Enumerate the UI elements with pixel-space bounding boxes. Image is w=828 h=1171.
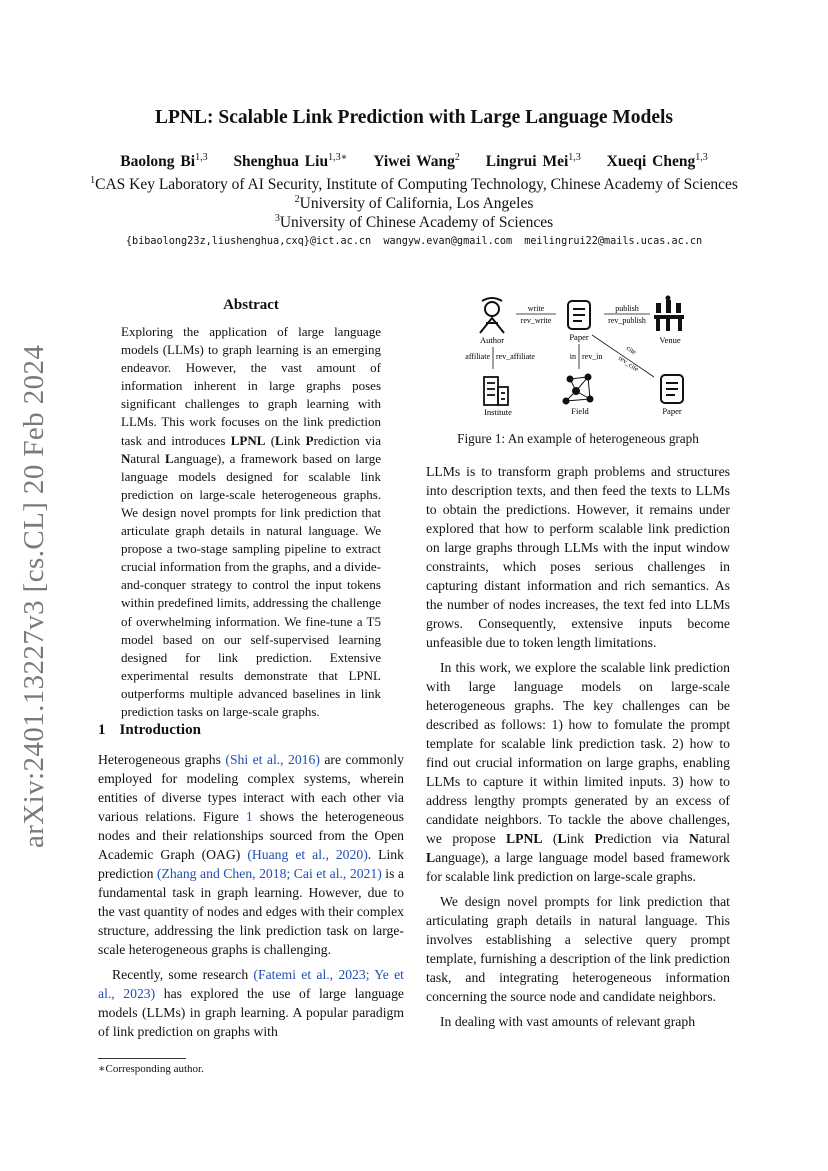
- citation-link[interactable]: (Shi et al., 2016): [225, 752, 320, 767]
- paragraph: Heterogeneous graphs (Shi et al., 2016) are commonly employed for modeling complex systems, wherein entities of diverse types interact with each other via various relations. Figure 1 shows the heterogeneous nodes and their relationships sourced from the Open Academic Graph (OAG) (Huang et al., 2020). Link prediction (Zhang and Chen, 2018; Cai et al., 2021) is a fundamental task in graph learning. However, due to the vast quantity of nodes and edges with their complex structure, addressing the link prediction task on large-scale heterogeneous graphs is challenging.: [98, 752, 404, 957]
- author-list: [0, 152, 828, 171]
- institute-icon: [484, 377, 508, 405]
- edge-label-cite: cite: [624, 344, 638, 357]
- paragraph: We design novel prompts for link prediction that articulating graph details in natural language. This involves establishing a selective query prompt template, furnishing a description of the link prediction task, and integrating heterogeneous information concerning the source node and candidate neighbors.: [426, 894, 730, 1004]
- footnote-rule: [98, 1058, 186, 1059]
- left-column-body: [98, 750, 404, 1047]
- right-column-body: [426, 462, 730, 1037]
- figure-caption: Figure 1: An example of heterogeneous graph: [457, 431, 699, 446]
- author-icon: [480, 298, 504, 333]
- edge-label-in: in: [569, 352, 576, 361]
- node-label-paper: Paper: [662, 406, 682, 416]
- edge-label-publish: publish: [615, 304, 639, 313]
- node-label-field: Field: [571, 406, 589, 416]
- paragraph: In this work, we explore the scalable link prediction with large language models on large-scale heterogeneous graphs. The key challenges can be described as follows: 1) how to fomulate the prompt template for scalable link prediction task. 2) how to find out crucial information on large graphs, enabling LLMs to capture it within limited inputs. 3) how to address lengthy prompts generated by an excess of candidate neighbors. To tackle the above challenges, we propose LPNL (Link Prediction via Natural Language), a large language model based framework for scalable link prediction on large-scale graphs.: [426, 660, 731, 884]
- field-icon: [563, 374, 593, 404]
- edge-label-write: write: [527, 304, 545, 313]
- affiliation: $^2$University of California, Los Angeles: [294, 194, 534, 213]
- section-heading-introduction: 1 Introduction: [98, 722, 201, 738]
- node-label-institute: Institute: [484, 407, 512, 417]
- edge-label-affiliate: affiliate: [465, 352, 490, 361]
- author: Shenghua Liu$^{1,3∗}$: [233, 152, 348, 171]
- abstract-text: Exploring the application of large language models (LLMs) to graph learning is an emerging endeavor. However, the vast amount of information inherent in large graphs poses significant challenges to graph learning with LLMs. This work focuses on the link prediction task and introduces LPNL (Link Prediction via Natural Language), a framework based on large language models designed for scalable link prediction on large-scale heterogeneous graphs. We design novel prompts for link prediction that articulate graph details in natural language. We propose a two-stage sampling pipeline to extract crucial information from the graphs, and a divide-and-conquer strategy to control the input tokens within predefined limits, addressing the challenge of overwhelming information. We fine-tune a T5 model based on our self-supervised learning designed for link prediction. Extensive experimental results demonstrate that LPNL outperforms multiple advanced baselines in link prediction tasks on large-scale graphs.: [121, 324, 381, 719]
- figure-ref-link[interactable]: 1: [245, 809, 253, 824]
- venue-icon: [654, 296, 684, 332]
- paragraph: LLMs is to transform graph problems and structures into description texts, and then feed the texts to LLMs to obtain the predictions. However, it remains under explored that how to perform scalable link prediction on large graphs through LLMs with the input window constraints, which poses serious challenges in capturing distant information and rich semantics. As the number of nodes increases, the text fed into LLMs grows. Consequently, extensive inputs become unfeasible due to token length limitations.: [426, 464, 730, 650]
- author-emails: {bibaolong23z,liushenghua,cxq}@ict.ac.cn wangyw.evan@gmail.com meilingrui22@mails.ucas.ac.cn: [125, 236, 703, 247]
- paragraph: In dealing with vast amounts of relevant graph: [440, 1014, 696, 1029]
- node-label-author: Author: [479, 335, 505, 345]
- abstract-heading: Abstract: [223, 297, 279, 313]
- arxiv-identifier: arXiv:2401.13227v3 [cs.CL] 20 Feb 2024: [18, 344, 50, 848]
- edge-label-rev-in: rev_in: [582, 352, 603, 361]
- edge-label-rev-write: rev_write: [520, 316, 552, 325]
- paper-icon: [568, 301, 590, 329]
- node-label-venue: Venue: [659, 335, 681, 345]
- edge-label-rev-affiliate: rev_affiliate: [496, 352, 535, 361]
- author: Baolong Bi$^{1,3}$: [120, 152, 208, 171]
- author: Yiwei Wang$^2$: [373, 152, 460, 171]
- heterogeneous-graph-figure: [458, 293, 708, 421]
- affiliation: $^1$CAS Key Laboratory of AI Security, Institute of Computing Technology, Chinese Academy of Sciences: [90, 175, 738, 194]
- affiliation: $^3$University of Chinese Academy of Sciences: [274, 213, 554, 232]
- node-label-paper: Paper: [569, 332, 589, 342]
- paragraph: Recently, some research (Fatemi et al., 2023; Ye et al., 2023) has explored the use of large language models (LLMs) in graph learning. A popular paradigm of link prediction on graphs with: [98, 967, 405, 1039]
- paper-icon: [661, 375, 683, 403]
- author: Lingrui Mei$^{1,3}$: [485, 152, 581, 171]
- edge-label-rev-cite: rev_cite: [616, 354, 641, 374]
- edge-label-rev-publish: rev_publish: [608, 316, 646, 325]
- citation-link[interactable]: (Zhang and Chen, 2018; Cai et al., 2021): [157, 866, 382, 881]
- citation-link[interactable]: (Huang et al., 2020): [247, 847, 368, 862]
- paper-title: LPNL: Scalable Link Prediction with Large Language Models: [154, 107, 674, 128]
- author: Xueqi Cheng$^{1,3}$: [606, 152, 708, 171]
- citation-link[interactable]: (Fatemi et al., 2023; Ye et al., 2023): [98, 967, 404, 1001]
- footnote: ∗Corresponding author.: [98, 1063, 204, 1075]
